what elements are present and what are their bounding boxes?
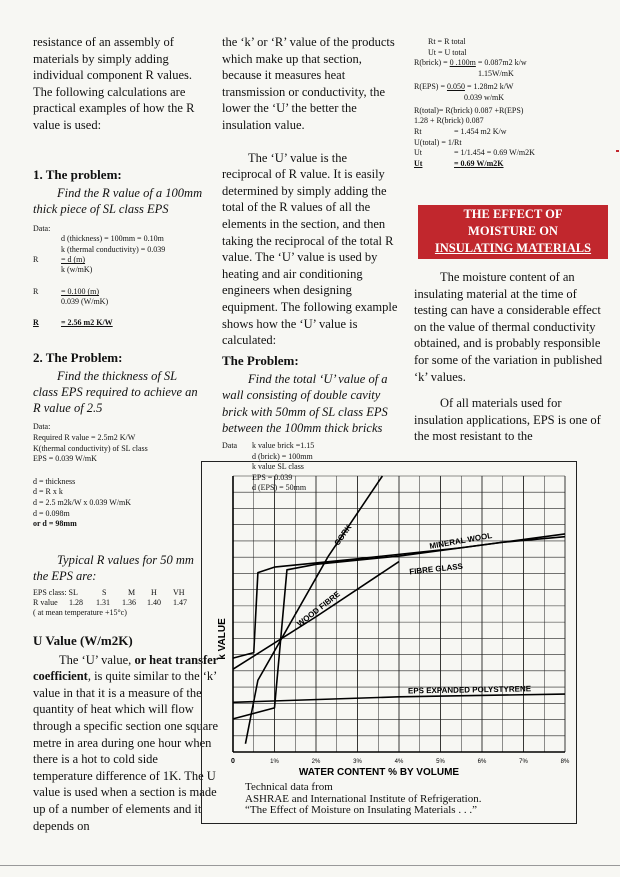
r-value-s: 1.31 — [96, 597, 110, 607]
series-label: FIBRE GLASS — [408, 561, 464, 577]
text-line: d (EPS) = 50mm — [252, 483, 307, 493]
data-label: Data — [222, 441, 238, 451]
u-value-reciprocal-paragraph: The ‘U’ value is the reciprocal of R value. It is easily determined by simply adding the total of the R values of all the elements in the section, and then taking the reciprocal of the total R value. The ‘U’ value is used by heating and air conditioning engineers when designing equipment. The following example shows how the ‘U’ value is calculated: — [222, 150, 398, 348]
eps-class-vh: VH — [173, 587, 185, 597]
text-line: K(thermal conductivity) of SL class — [33, 443, 148, 453]
heading-line: MOISTURE ON — [468, 224, 558, 238]
text-span: Ut — [414, 148, 422, 158]
credit-line: Technical data from — [245, 781, 333, 793]
x-tick-label: 0 — [231, 758, 235, 765]
fraction-denominator: 0.039 w/mK — [464, 92, 504, 102]
fraction-numerator: 0.050 — [446, 82, 465, 92]
text-line: The following calculations are — [33, 84, 186, 99]
series-label: EPS EXPANDED POLYSTYRENE — [407, 684, 532, 696]
r-value-h: 1.40 — [147, 597, 161, 607]
x-tick-label: 3% — [353, 759, 362, 765]
r-label: R — [33, 318, 39, 328]
text-span: = 1.454 m2 K/w — [454, 126, 507, 136]
r-denominator: k (w/mK) — [61, 265, 93, 275]
text-span: R(brick) = — [414, 58, 450, 68]
problem-1-data-label: Data: — [33, 223, 51, 233]
r-value-m: 1.36 — [122, 597, 136, 607]
r-value-vh: 1.47 — [173, 597, 187, 607]
text-line: 1.28 + R(brick) 0.087 — [414, 116, 484, 126]
series-label: CORK — [332, 522, 354, 548]
bold-span: or heat transfer coefficient — [33, 652, 218, 684]
r-result-value: = 2.56 m2 K/W — [61, 318, 113, 328]
text-line: d = 0.098m — [33, 508, 70, 518]
text-line: the EPS are: — [33, 568, 97, 583]
text-line: value is used: — [33, 117, 102, 132]
text-line: Find the thickness of SL — [57, 369, 178, 384]
text-span: = 1/1.454 = 0.69 W/m2K — [454, 148, 535, 158]
text-line: Required R value = 2.5m2 K/W — [33, 432, 136, 442]
text-line: individual component R values. — [33, 68, 193, 83]
text-line: class EPS required to achieve an — [33, 385, 198, 400]
x-tick-label: 7% — [519, 759, 528, 765]
text-span: Rt — [414, 126, 422, 136]
series-label: WOOD FIBRE — [295, 589, 342, 629]
text-line: d = thickness — [33, 476, 76, 486]
x-tick-label: 5% — [436, 759, 445, 765]
text-span: Ut — [414, 159, 423, 169]
moisture-paragraph-1: The moisture content of an insulating material at the time of testing can have a considerable effect on the value of thermal conductivity obtained, and is probably responsible for some of the variation in published ‘k’ values. — [414, 270, 603, 384]
text-line: R(total)= R(brick) 0.087 +R(EPS) — [414, 105, 524, 115]
x-tick-label: 4% — [394, 759, 404, 765]
text-line: Typical R values for 50 mm — [57, 552, 194, 567]
problem-3-question: Find the total ‘U’ value of a wall consisting of double cavity brick with 50mm of SL class EPS between the 100mm thick bricks — [222, 371, 388, 436]
page-bottom-rule — [0, 865, 620, 866]
text-line: d = 2.5 m2k/W x 0.039 W/mK — [33, 497, 131, 507]
text-line: resistance of an assembly of — [33, 35, 174, 49]
eps-note: ( at mean temperature +15°c) — [33, 607, 127, 617]
problem-2-heading: 2. The Problem: — [33, 350, 123, 366]
r-numerator: = 0.100 (m) — [61, 287, 100, 297]
text-line: R value of 2.5 — [33, 401, 103, 416]
r-label: R — [33, 287, 39, 297]
chart-credit — [245, 782, 565, 817]
text-line: practical examples of how the R — [33, 101, 195, 116]
r-value-sl: 1.28 — [69, 597, 83, 607]
series-label: MINERAL WOOL — [428, 530, 493, 551]
r-denominator: 0.039 (W/mK) — [61, 297, 109, 307]
y-axis-label: k VALUE — [217, 618, 228, 660]
r-label: R — [33, 255, 39, 265]
problem-1-heading: 1. The problem: — [33, 166, 122, 182]
fraction-numerator: 0 .100m — [449, 58, 476, 68]
text-line: d (brick) = 100mm — [252, 451, 313, 461]
u-value-heading: U Value (W/m2K) — [33, 632, 133, 648]
fraction-denominator: 1.15W/mK — [478, 68, 514, 78]
problem-1-question-2: thick piece of SL class EPS — [33, 201, 169, 216]
eps-class-h: H — [151, 587, 157, 597]
x-tick-label: 6% — [477, 759, 487, 765]
eps-class-label: EPS class: SL — [33, 587, 78, 597]
problem-2-answer: or d = 98mm — [33, 519, 77, 529]
text-line: k value brick =1.15 — [252, 441, 315, 451]
x-tick-label: 8% — [560, 759, 570, 765]
text-span: = 1.28m2 k/W — [464, 82, 514, 92]
text-line: Rt = R total — [428, 37, 466, 46]
text-span: , is quite similar to the ‘k’ value in that it is a measure of the quantity of heat which will flow through a specific section one square metre in area during one hour when there is a hot to cold side temperature difference of 1K. The U value is used when a section is made up of a number of elements and it depends on — [33, 669, 219, 833]
heading-line: INSULATING MATERIALS — [434, 241, 592, 255]
heading-line: THE EFFECT OF — [463, 207, 563, 221]
text-line: k value SL class — [252, 462, 304, 472]
problem-3-heading: The Problem: — [222, 352, 299, 368]
text-span: R(EPS) = — [414, 82, 447, 92]
text-span: The ‘U’ value, — [59, 652, 135, 667]
text-line: Find the R value of a 100mm — [57, 185, 203, 200]
text-line: EPS = 0.039 W/mK — [33, 454, 97, 464]
x-axis-label: WATER CONTENT % BY VOLUME — [298, 767, 460, 778]
text-line: materials by simply adding — [33, 51, 169, 66]
eps-class-s: S — [102, 587, 107, 597]
credit-line: “The Effect of Moisture on Insulating Materials . . .” — [245, 804, 477, 816]
text-span: = 0.69 W/m2K — [454, 159, 504, 169]
moisture-paragraph-2: Of all materials used for insulation applications, EPS is one of the most resistant to the — [414, 396, 601, 444]
credit-line: ASHRAE and International Institute of Refrigeration. — [245, 792, 482, 805]
text-span: = 0.087m2 k/w — [475, 58, 527, 68]
text-line: d = R x k — [33, 487, 63, 497]
text-line: d (thickness) = 100mm = 0.10m — [61, 234, 164, 244]
r-numerator: = d (m) — [61, 255, 86, 265]
text-line: Ut = U total — [428, 47, 467, 57]
text-line: EPS = 0.039 — [252, 472, 293, 482]
text-line: Data: — [33, 422, 51, 432]
x-tick-label: 1% — [270, 759, 279, 765]
text-line: k (thermal conductivity) = 0.039 — [61, 244, 166, 254]
u-value-paragraph-cont: the ‘k’ or ‘R’ value of the products which make up that section, because it measures heat transmission or conductivity, the lower the ‘U’ the better the insulation value. — [222, 35, 395, 132]
r-value-label: R value — [33, 597, 58, 607]
text-line: U(total) = 1/Rt — [414, 137, 462, 147]
x-tick-label: 2% — [311, 759, 321, 765]
eps-class-m: M — [128, 587, 136, 597]
